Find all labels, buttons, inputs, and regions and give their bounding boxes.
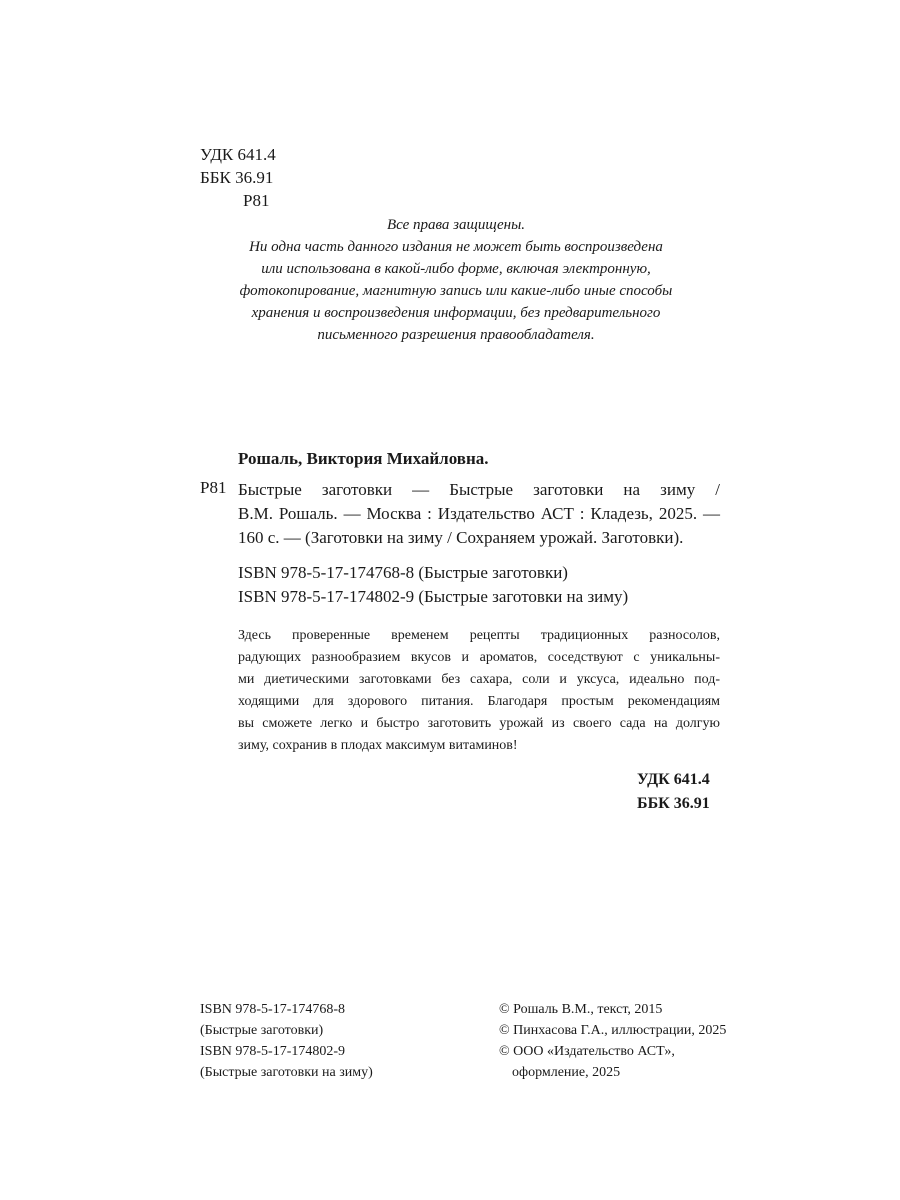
copyright-line: © Пинхасова Г.А., иллюстрации, 2025 xyxy=(499,1023,727,1038)
copyright-line: оформление, 2025 xyxy=(512,1065,621,1080)
footer-isbn-line: (Быстрые заготовки) xyxy=(200,1023,324,1038)
description-line: В.М. Рошаль. — Москва : Издательство АСТ : Кладезь, 2025. — xyxy=(238,504,720,523)
isbn-list xyxy=(238,561,628,609)
copyright-notice xyxy=(180,214,732,346)
copyright-line: © ООО «Издательство АСТ», xyxy=(499,1044,675,1059)
footer-isbn-line: ISBN 978-5-17-174802-9 xyxy=(200,1044,346,1059)
isbn-line: ISBN 978-5-17-174802-9 (Быстрые заготовки на зиму) xyxy=(238,587,629,606)
footer-isbn xyxy=(200,999,373,1083)
footer-copyright xyxy=(499,999,726,1083)
classification-codes-bottom xyxy=(637,768,710,816)
annotation xyxy=(238,625,720,757)
rights-line: или использована в какой-либо форме, включая электронную, xyxy=(261,261,651,277)
rights-line: письменного разрешения правообладателя. xyxy=(317,327,595,343)
copyright-line: © Рошаль В.М., текст, 2015 xyxy=(499,1002,663,1017)
udk-code: УДК 641.4 xyxy=(637,771,710,788)
author-heading: Рошаль, Виктория Михайловна. xyxy=(238,449,489,468)
author-mark: Р81 xyxy=(200,478,227,497)
footer-isbn-line: (Быстрые заготовки на зиму) xyxy=(200,1065,373,1080)
annotation-line: радующих разнообразием вкусов и ароматов, соседствуют с уникальны- xyxy=(238,650,720,665)
rights-line: фотокопирование, магнитную запись или какие-либо иные способы xyxy=(239,283,673,299)
description-line: Быстрые заготовки — Быстрые заготовки на зиму / xyxy=(238,480,720,499)
annotation-line: зиму, сохранив в плодах максимум витаминов! xyxy=(238,738,518,753)
bibliographic-description xyxy=(238,478,720,550)
annotation-line: Здесь проверенные временем рецепты традиционных разносолов, xyxy=(238,628,720,643)
rights-line: хранения и воспроизведения информации, без предварительного xyxy=(251,305,661,321)
annotation-line: ми диетическими заготовками без сахара, соли и уксуса, идеально под- xyxy=(238,672,720,687)
udk-code: УДК 641.4 xyxy=(200,145,276,164)
classification-codes-top xyxy=(200,143,276,212)
rights-line: Все права защищены. xyxy=(386,217,526,233)
description-line: 160 с. — (Заготовки на зиму / Сохраняем урожай. Заготовки). xyxy=(238,528,684,547)
annotation-line: ходящими для здорового питания. Благодаря простым рекомендациям xyxy=(238,694,720,709)
isbn-line: ISBN 978-5-17-174768-8 (Быстрые заготовки) xyxy=(238,563,568,582)
bbk-code: ББК 36.91 xyxy=(637,795,710,812)
annotation-line: вы сможете легко и быстро заготовить урожай из своего сада на долгую xyxy=(238,716,720,731)
bbk-code: ББК 36.91 xyxy=(200,168,274,187)
author-mark: Р81 xyxy=(243,191,270,210)
footer-isbn-line: ISBN 978-5-17-174768-8 xyxy=(200,1002,346,1017)
rights-line: Ни одна часть данного издания не может быть воспроизведена xyxy=(249,239,663,255)
